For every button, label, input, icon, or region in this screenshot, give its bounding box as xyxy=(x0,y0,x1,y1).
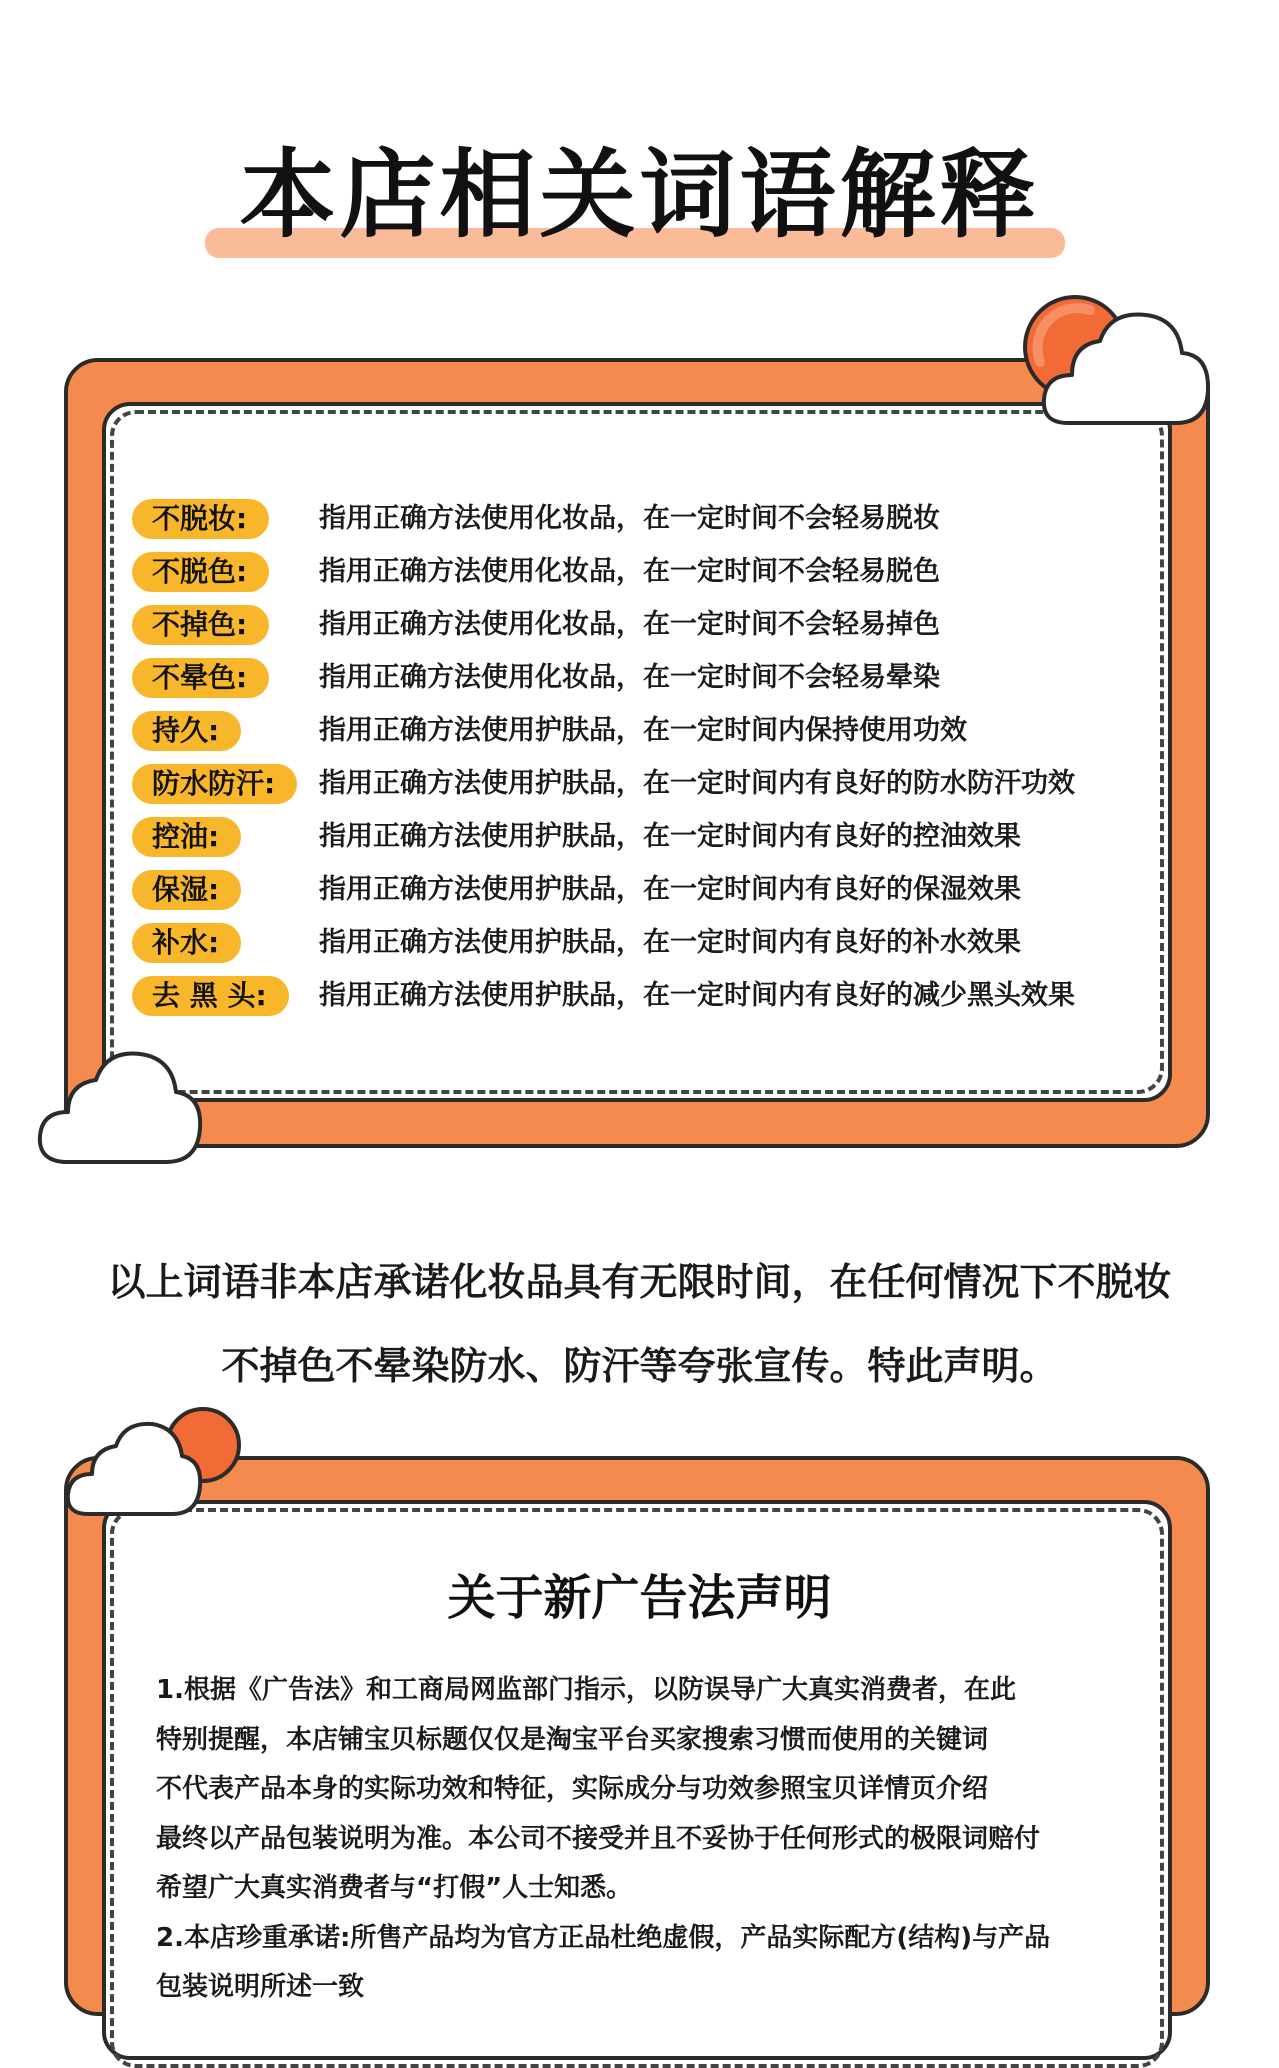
glossary-row xyxy=(132,600,1152,653)
term-badge: 去 黑 头: xyxy=(132,976,289,1016)
term-badge: 防水防汗: xyxy=(132,764,297,804)
term-badge: 不晕色: xyxy=(132,658,269,698)
term-badge: 不脱色: xyxy=(132,552,269,592)
statement-title: 关于新广告法声明 xyxy=(447,1570,832,1626)
statement-line: 希望广大真实消费者与“打假”人士知悉。 xyxy=(156,1873,633,1903)
statement-line: 2.本店珍重承诺:所售产品均为官方正品杜绝虚假，产品实际配方(结构)与产品 xyxy=(156,1922,1051,1953)
page-header xyxy=(0,140,1279,270)
term-badge: 补水: xyxy=(132,923,241,963)
statement-line: 最终以产品包装说明为准。本公司不接受并且不妥协于任何形式的极限词赔付 xyxy=(156,1823,1041,1854)
glossary-row xyxy=(132,865,1152,918)
term-badge: 保湿: xyxy=(132,870,241,910)
term-badge: 持久: xyxy=(132,711,241,751)
term-badge: 控油: xyxy=(132,817,241,857)
page-title: 本店相关词语解释 xyxy=(239,139,1040,251)
cloud-icon xyxy=(36,1040,206,1172)
glossary-row xyxy=(132,653,1152,706)
glossary-row xyxy=(132,494,1152,547)
term-definition: 指用正确方法使用护肤品，在一定时间内有良好的防水防汗功效 xyxy=(319,768,1075,799)
statement-line: 不代表产品本身的实际功效和特征，实际成分与功效参照宝贝详情页介绍 xyxy=(156,1774,989,1804)
statement-line: 特别提醒，本店铺宝贝标题仅仅是淘宝平台买家搜索习惯而使用的关键词 xyxy=(156,1724,989,1755)
cloud-icon xyxy=(64,1414,204,1522)
term-definition: 指用正确方法使用化妆品，在一定时间不会轻易晕染 xyxy=(319,662,940,693)
term-definition: 指用正确方法使用化妆品，在一定时间不会轻易掉色 xyxy=(319,609,940,640)
statement-line: 1.根据《广告法》和工商局网监部门指示，以防误导广大真实消费者，在此 xyxy=(156,1675,1016,1705)
term-definition: 指用正确方法使用护肤品，在一定时间内有良好的减少黑头效果 xyxy=(319,980,1075,1011)
disclaimer-line: 以上词语非本店承诺化妆品具有无限时间，在任何情况下不脱妆 xyxy=(107,1260,1172,1304)
statement-line: 包装说明所述一致 xyxy=(156,1972,365,2002)
glossary-row xyxy=(132,759,1152,812)
term-definition: 指用正确方法使用化妆品，在一定时间不会轻易脱色 xyxy=(319,556,940,587)
term-definition: 指用正确方法使用护肤品，在一定时间内有良好的控油效果 xyxy=(319,821,1021,852)
glossary-row xyxy=(132,547,1152,600)
disclaimer-line: 不掉色不晕染防水、防汗等夸张宣传。特此声明。 xyxy=(221,1344,1058,1388)
glossary-list xyxy=(132,494,1152,1024)
term-definition: 指用正确方法使用护肤品，在一定时间内有良好的补水效果 xyxy=(319,927,1021,958)
disclaimer-text xyxy=(0,1240,1279,1408)
statement-body xyxy=(156,1666,1136,2013)
glossary-row xyxy=(132,706,1152,759)
term-badge: 不掉色: xyxy=(132,605,269,645)
term-definition: 指用正确方法使用护肤品，在一定时间内保持使用功效 xyxy=(319,715,967,746)
term-badge: 不脱妆: xyxy=(132,499,269,539)
term-definition: 指用正确方法使用护肤品，在一定时间内有良好的保湿效果 xyxy=(319,874,1021,905)
cloud-icon xyxy=(1038,305,1213,433)
glossary-row xyxy=(132,812,1152,865)
glossary-row xyxy=(132,971,1152,1024)
term-definition: 指用正确方法使用化妆品，在一定时间不会轻易脱妆 xyxy=(319,503,940,534)
glossary-row xyxy=(132,918,1152,971)
